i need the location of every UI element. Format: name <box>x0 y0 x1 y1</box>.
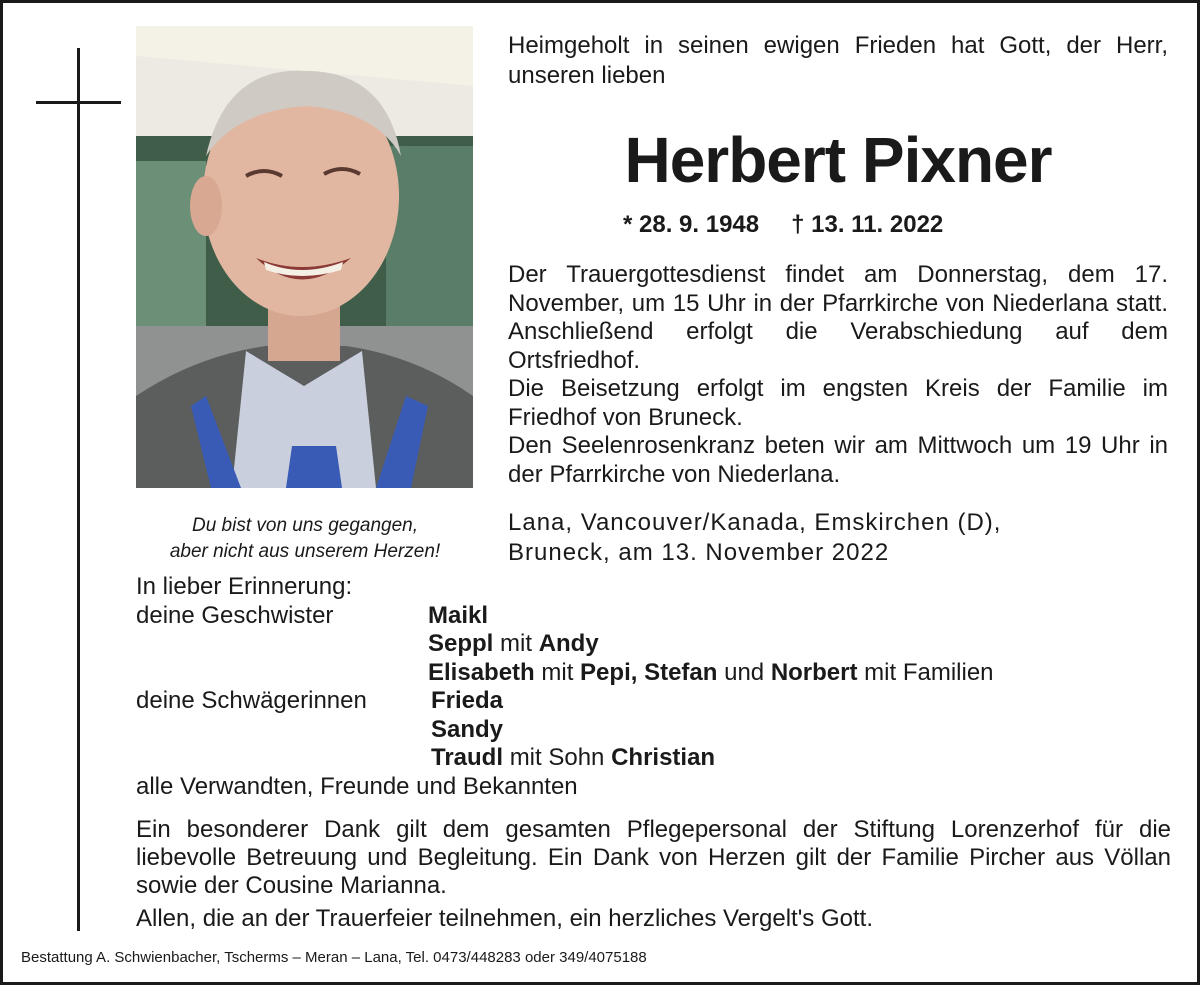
place-line-2: Bruneck, am 13. November 2022 <box>508 539 890 566</box>
thanks-text: Ein besonderer Dank gilt dem gesamten Pflegepersonal der Stiftung Lorenzerhof für die liebevolle Betreuung und Begleitung. Ein Dank von Herzen gilt der Familie Pircher aus Völlan sowie der Cousine Marianna. <box>136 816 1171 899</box>
mourners-heading: In lieber Erinnerung: <box>136 573 353 600</box>
siblings-row-1 <box>136 602 1176 631</box>
final-thanks: Allen, die an der Trauerfeier teilnehmen, ein herzliches Vergelt's Gott. <box>136 905 873 932</box>
place-date <box>508 508 1168 568</box>
partner-names: Pepi, Stefan <box>580 658 718 686</box>
inlaws-row-1 <box>136 687 1176 716</box>
portrait-illustration <box>136 26 473 488</box>
cross-icon <box>77 48 80 931</box>
mourners-list <box>136 573 1176 801</box>
son-name: Christian <box>611 744 716 771</box>
funeral-home-footer: Bestattung A. Schwienbacher, Tscherms – Meran – Lana, Tel. 0473/448283 oder 349/4075188 <box>21 949 647 966</box>
sibling-name: Maikl <box>428 601 489 629</box>
siblings-row-3: Elisabeth mit Pepi, Stefan und Norbert mit Familien <box>428 658 994 686</box>
memorial-quote <box>123 513 487 565</box>
siblings-label: deine Geschwister <box>136 601 334 629</box>
inlaws-row-3: Traudl mit Sohn Christian <box>431 744 716 771</box>
service-paragraph-3: Den Seelenrosenkranz beten wir am Mittwoch um 19 Uhr in der Pfarrkirche von Niederlana. <box>508 432 1168 488</box>
death-date: † 13. 11. 2022 <box>791 211 944 238</box>
portrait-photo <box>136 26 473 488</box>
service-paragraph-2: Die Beisetzung erfolgt im engsten Kreis der Familie im Friedhof von Bruneck. <box>508 375 1168 431</box>
life-dates <box>623 211 943 239</box>
inlaw-name: Sandy <box>431 715 504 743</box>
quote-line-1: Du bist von uns gegangen, <box>191 515 419 536</box>
sibling-name: Elisabeth <box>428 658 535 686</box>
inlaw-name: Traudl <box>431 744 504 771</box>
partner-name: Andy <box>538 630 599 657</box>
siblings-row-2: Seppl mit Andy <box>428 630 599 657</box>
sibling-name: Norbert <box>770 658 858 686</box>
cross-bar <box>36 101 121 104</box>
deceased-name: Herbert Pixner <box>624 124 1052 196</box>
service-paragraph-1: Der Trauergottesdienst findet am Donnerstag, dem 17. November, um 15 Uhr in der Pfarrkirche von Niederlana statt. Anschließend erfolgt die Verabschiedung auf dem Ortsfriedhof. <box>508 261 1168 374</box>
intro-text: Heimgeholt in seinen ewigen Frieden hat Gott, der Herr, unseren lieben <box>508 32 1168 89</box>
inlaw-name: Frieda <box>431 687 504 714</box>
birth-date: * 28. 9. 1948 <box>623 211 760 238</box>
inlaws-row-2 <box>136 716 1176 745</box>
sibling-name: Seppl <box>428 630 494 657</box>
quote-line-2: aber nicht aus unserem Herzen! <box>169 541 441 562</box>
others-line: alle Verwandten, Freunde und Bekannten <box>136 772 578 800</box>
place-line-1: Lana, Vancouver/Kanada, Emskirchen (D), <box>508 509 1002 536</box>
service-info <box>508 261 1168 489</box>
inlaws-label: deine Schwägerinnen <box>136 687 367 714</box>
